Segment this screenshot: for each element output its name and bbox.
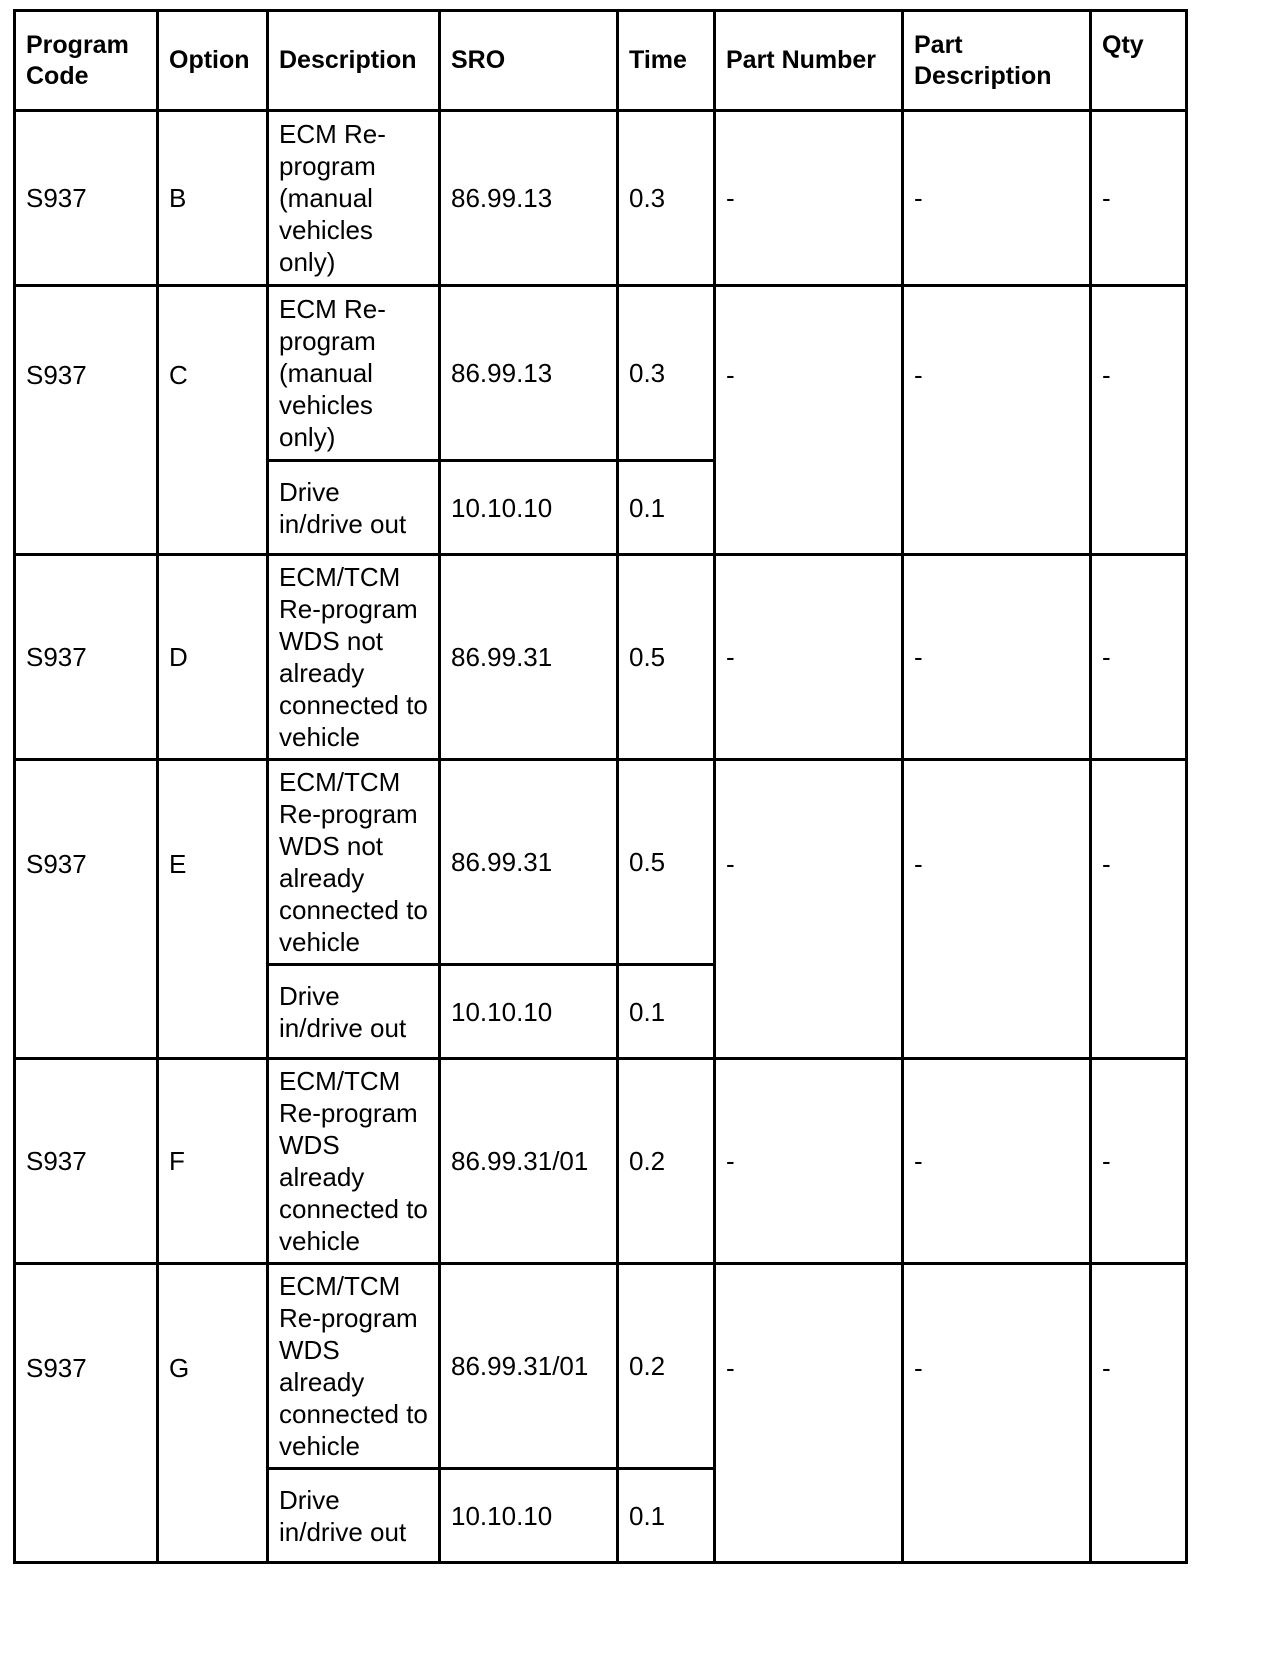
sro-cell: 86.99.31/01 <box>440 1059 618 1264</box>
time-cell: 0.3 <box>618 286 715 461</box>
description-cell: ECM/TCM Re-program WDS not already connected to vehicle <box>268 760 440 965</box>
header-row <box>15 11 1187 111</box>
table-row <box>15 286 1187 461</box>
table-row <box>15 1059 1187 1264</box>
header-time: Time <box>618 11 715 111</box>
qty-cell: - <box>1091 760 1187 1059</box>
part-description-cell: - <box>903 555 1091 760</box>
description-cell: ECM/TCM Re-program WDS not already connected to vehicle <box>268 555 440 760</box>
table-row <box>15 760 1187 965</box>
option-cell: G <box>158 1264 268 1563</box>
option-cell: C <box>158 286 268 555</box>
program-code-cell: S937 <box>15 760 158 1059</box>
header-part-number: Part Number <box>715 11 903 111</box>
option-cell: D <box>158 555 268 760</box>
time-cell: 0.3 <box>618 111 715 286</box>
part-description-cell: - <box>903 1264 1091 1563</box>
program-code-cell: S937 <box>15 286 158 555</box>
description-cell: ECM/TCM Re-program WDS already connected to vehicle <box>268 1059 440 1264</box>
table-row <box>15 555 1187 760</box>
time-cell: 0.2 <box>618 1264 715 1469</box>
qty-cell: - <box>1091 111 1187 286</box>
option-cell: F <box>158 1059 268 1264</box>
header-program-code: Program Code <box>15 11 158 111</box>
program-code-cell: S937 <box>15 111 158 286</box>
program-code-cell: S937 <box>15 555 158 760</box>
sro-cell: 10.10.10 <box>440 461 618 555</box>
description-cell: ECM Re-program (manual vehicles only) <box>268 286 440 461</box>
qty-cell: - <box>1091 1264 1187 1563</box>
sro-cell: 86.99.31 <box>440 555 618 760</box>
qty-cell: - <box>1091 555 1187 760</box>
description-cell: Drive in/drive out <box>268 461 440 555</box>
program-code-cell: S937 <box>15 1264 158 1563</box>
sro-cell: 86.99.13 <box>440 286 618 461</box>
sro-cell: 10.10.10 <box>440 1469 618 1563</box>
qty-cell: - <box>1091 1059 1187 1264</box>
part-number-cell: - <box>715 111 903 286</box>
time-cell: 0.2 <box>618 1059 715 1264</box>
sro-cell: 86.99.31/01 <box>440 1264 618 1469</box>
part-description-cell: - <box>903 1059 1091 1264</box>
header-option: Option <box>158 11 268 111</box>
table-row <box>15 1264 1187 1469</box>
part-number-cell: - <box>715 760 903 1059</box>
part-number-cell: - <box>715 1264 903 1563</box>
part-description-cell: - <box>903 111 1091 286</box>
part-number-cell: - <box>715 1059 903 1264</box>
sro-cell: 86.99.31 <box>440 760 618 965</box>
table-row <box>15 111 1187 286</box>
header-qty: Qty <box>1091 11 1187 111</box>
header-sro: SRO <box>440 11 618 111</box>
description-cell: ECM/TCM Re-program WDS already connected to vehicle <box>268 1264 440 1469</box>
table-body <box>15 111 1187 1563</box>
time-cell: 0.1 <box>618 461 715 555</box>
header-description: Description <box>268 11 440 111</box>
description-cell: Drive in/drive out <box>268 1469 440 1563</box>
time-cell: 0.1 <box>618 965 715 1059</box>
option-cell: B <box>158 111 268 286</box>
repair-operations-table <box>13 9 1188 1564</box>
time-cell: 0.5 <box>618 555 715 760</box>
option-cell: E <box>158 760 268 1059</box>
repair-table-container <box>13 9 1188 1564</box>
time-cell: 0.1 <box>618 1469 715 1563</box>
sro-cell: 86.99.13 <box>440 111 618 286</box>
description-cell: ECM Re-program (manual vehicles only) <box>268 111 440 286</box>
part-number-cell: - <box>715 555 903 760</box>
description-cell: Drive in/drive out <box>268 965 440 1059</box>
header-part-description: Part Description <box>903 11 1091 111</box>
qty-cell: - <box>1091 286 1187 555</box>
part-description-cell: - <box>903 286 1091 555</box>
sro-cell: 10.10.10 <box>440 965 618 1059</box>
time-cell: 0.5 <box>618 760 715 965</box>
program-code-cell: S937 <box>15 1059 158 1264</box>
part-description-cell: - <box>903 760 1091 1059</box>
part-number-cell: - <box>715 286 903 555</box>
